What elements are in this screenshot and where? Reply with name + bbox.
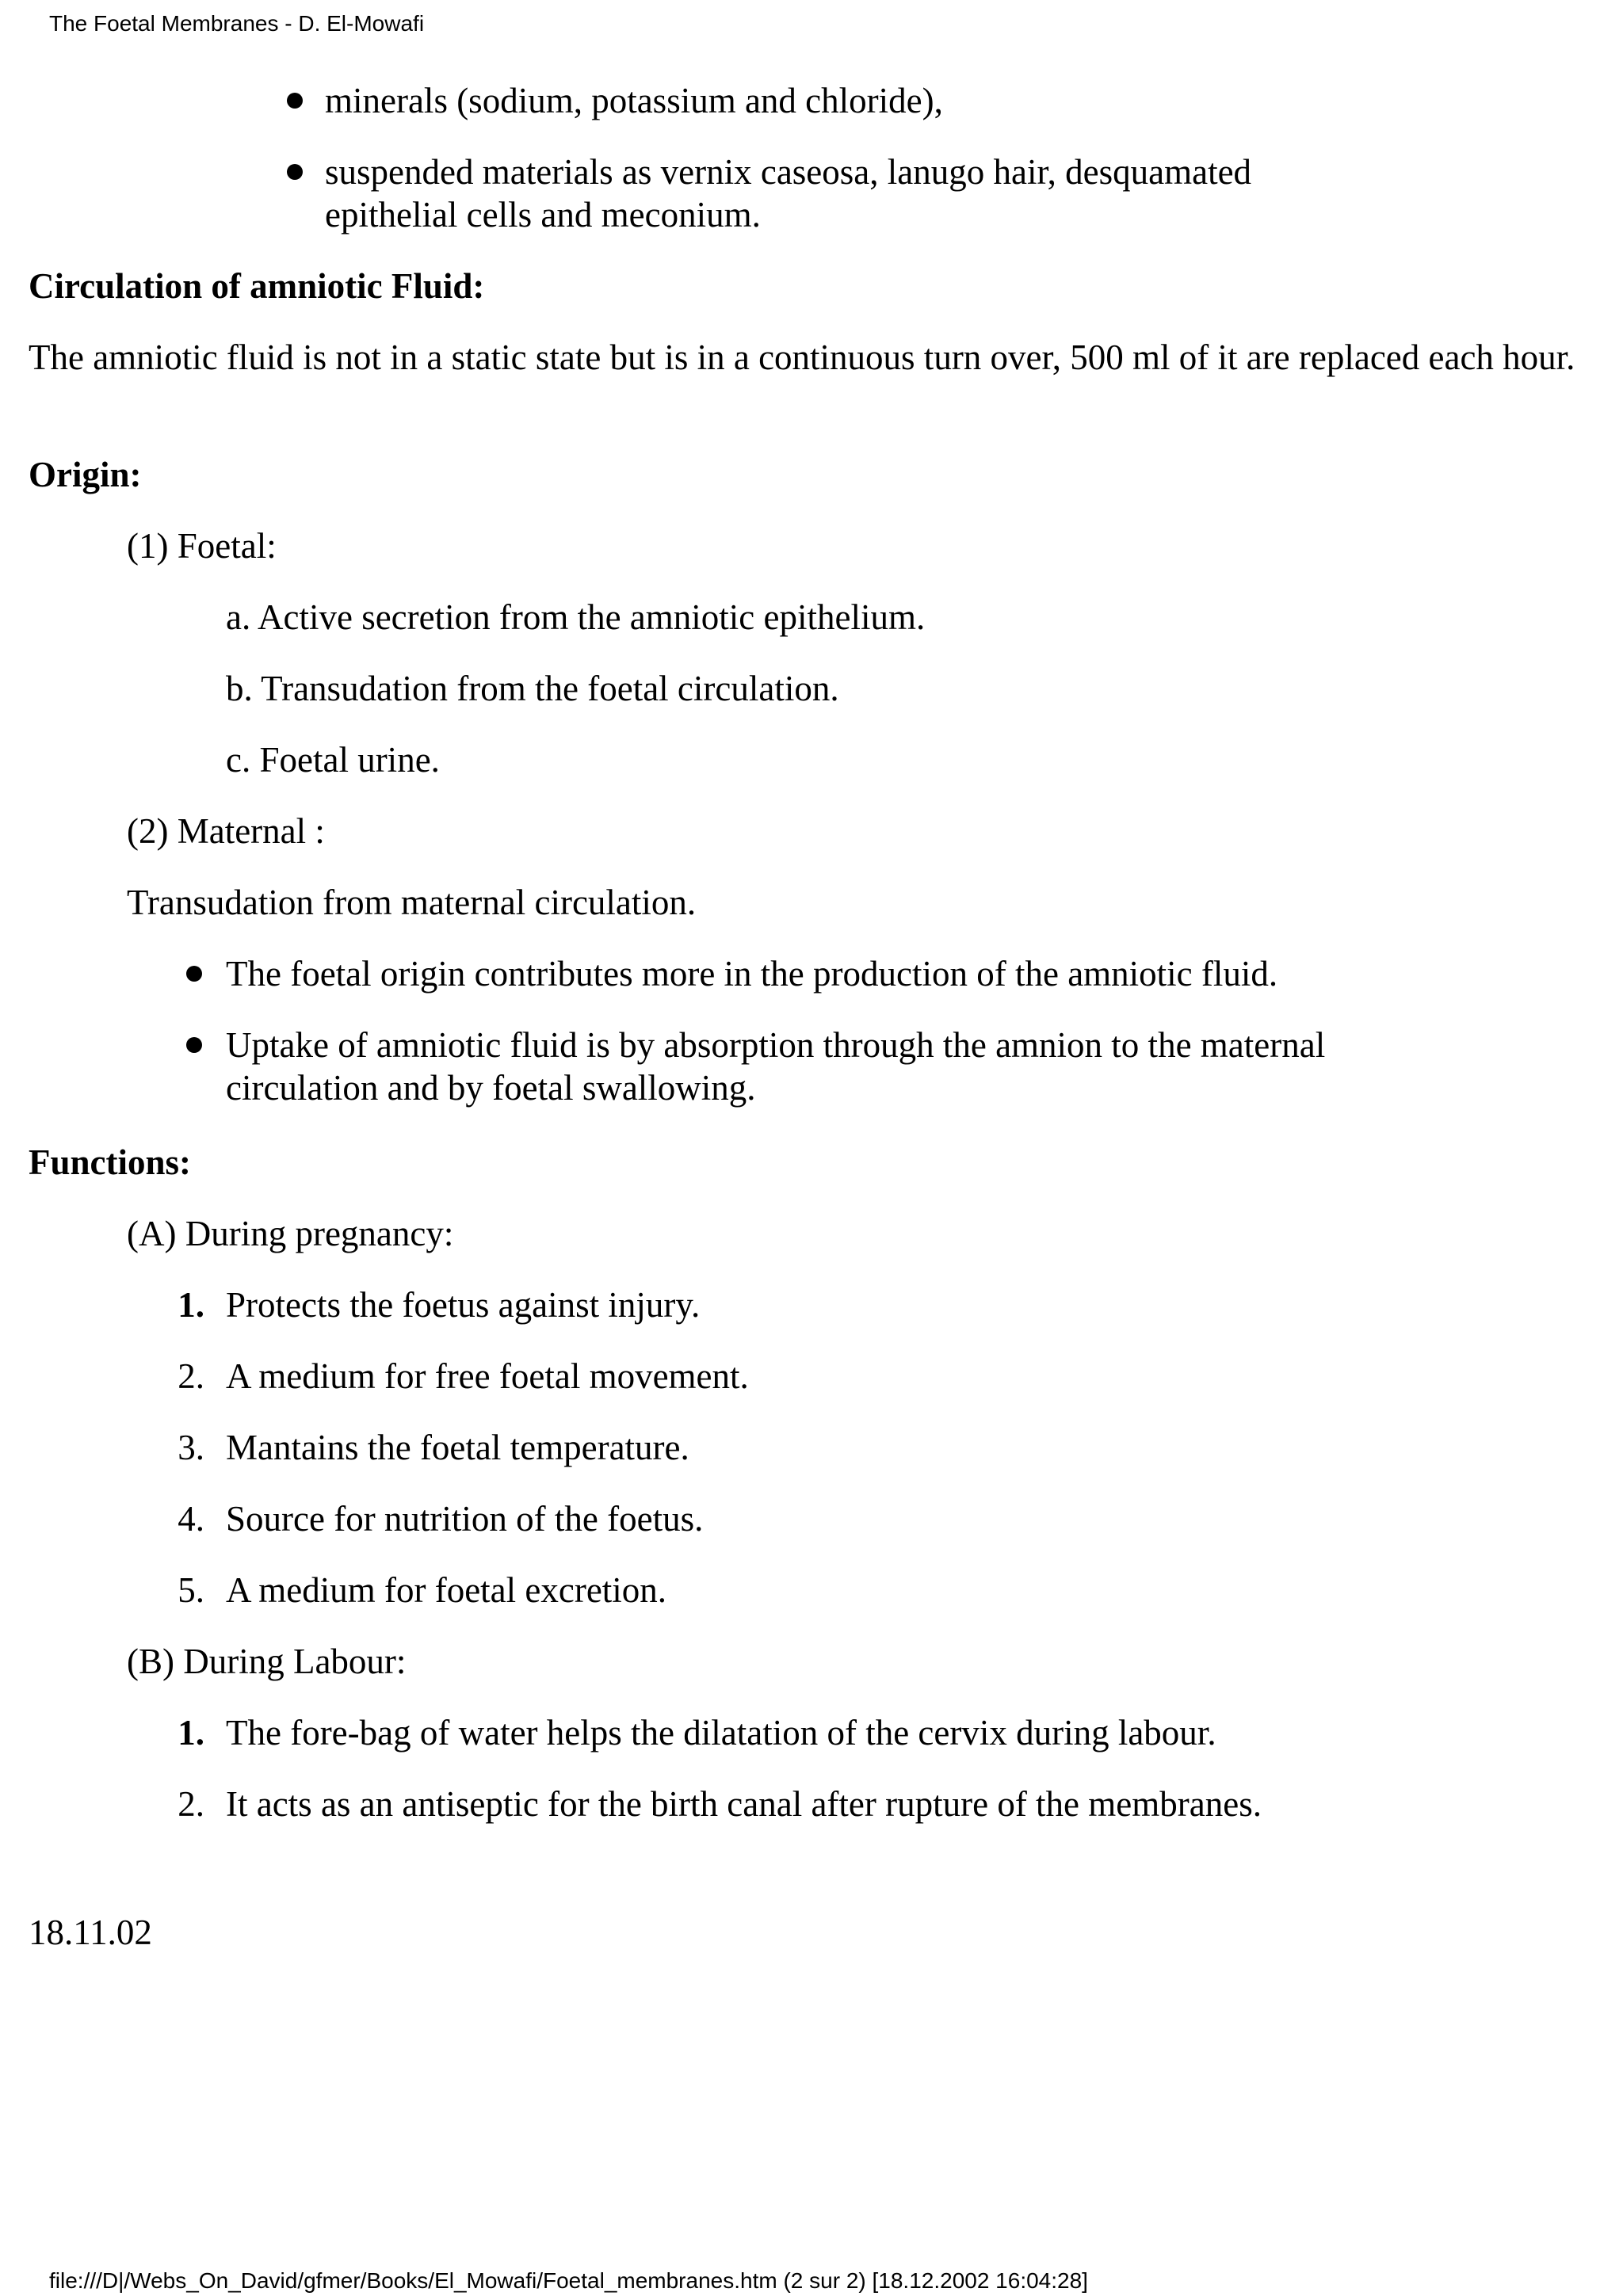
list-number: 1. bbox=[178, 1285, 204, 1325]
functions-labour-label: (B) During Labour: bbox=[127, 1642, 407, 1681]
origin-foetal-item: a. Active secretion from the amniotic epithelium. bbox=[226, 597, 926, 637]
bullet-icon bbox=[287, 93, 303, 109]
origin-foetal-item: c. Foetal urine. bbox=[226, 740, 440, 780]
origin-maternal-text: Transudation from maternal circulation. bbox=[127, 883, 697, 922]
list-number: 4. bbox=[178, 1499, 204, 1539]
list-item: suspended materials as vernix caseosa, lanugo hair, desquamated epithelial cells and meconium. bbox=[325, 152, 1252, 235]
functions-pregnancy-label: (A) During pregnancy: bbox=[127, 1214, 454, 1253]
bullet-icon bbox=[186, 1037, 202, 1053]
list-item: Source for nutrition of the foetus. bbox=[226, 1499, 704, 1539]
section-heading-origin: Origin: bbox=[29, 455, 142, 494]
list-number: 2. bbox=[178, 1784, 204, 1824]
list-item: A medium for free foetal movement. bbox=[226, 1356, 749, 1396]
list-item: The foetal origin contributes more in the production of the amniotic fluid. bbox=[226, 954, 1278, 994]
list-item: minerals (sodium, potassium and chloride), bbox=[325, 81, 943, 120]
list-item: Mantains the foetal temperature. bbox=[226, 1428, 689, 1467]
section-heading-functions: Functions: bbox=[29, 1142, 192, 1182]
list-item: It acts as an antiseptic for the birth canal after rupture of the membranes. bbox=[226, 1784, 1262, 1824]
origin-foetal-label: (1) Foetal: bbox=[127, 526, 277, 566]
document-date: 18.11.02 bbox=[29, 1913, 152, 1952]
section-heading-circulation: Circulation of amniotic Fluid: bbox=[29, 266, 485, 306]
paragraph-circulation: The amniotic fluid is not in a static state but is in a continuous turn over, 500 ml of it are replaced each hour. bbox=[29, 338, 1575, 377]
bullet-icon bbox=[186, 966, 202, 982]
origin-foetal-item: b. Transudation from the foetal circulation. bbox=[226, 669, 839, 708]
list-item: Uptake of amniotic fluid is by absorption through the amnion to the maternal circulation and by foetal swallowing. bbox=[226, 1025, 1326, 1108]
list-number: 3. bbox=[178, 1428, 204, 1467]
list-number: 1. bbox=[178, 1713, 204, 1753]
list-number: 5. bbox=[178, 1570, 204, 1610]
list-number: 2. bbox=[178, 1356, 204, 1396]
page-header-title: The Foetal Membranes - D. El-Mowafi bbox=[49, 11, 425, 36]
list-item: The fore-bag of water helps the dilatation of the cervix during labour. bbox=[226, 1713, 1216, 1753]
page-footer-path: file:///D|/Webs_On_David/gfmer/Books/El_Mowafi/Foetal_membranes.htm (2 sur 2) [18.12.2002 16:04:28] bbox=[49, 2268, 1088, 2293]
list-item: A medium for foetal excretion. bbox=[226, 1570, 667, 1610]
bullet-icon bbox=[287, 164, 303, 180]
list-item: Protects the foetus against injury. bbox=[226, 1285, 701, 1325]
origin-maternal-label: (2) Maternal : bbox=[127, 811, 325, 851]
